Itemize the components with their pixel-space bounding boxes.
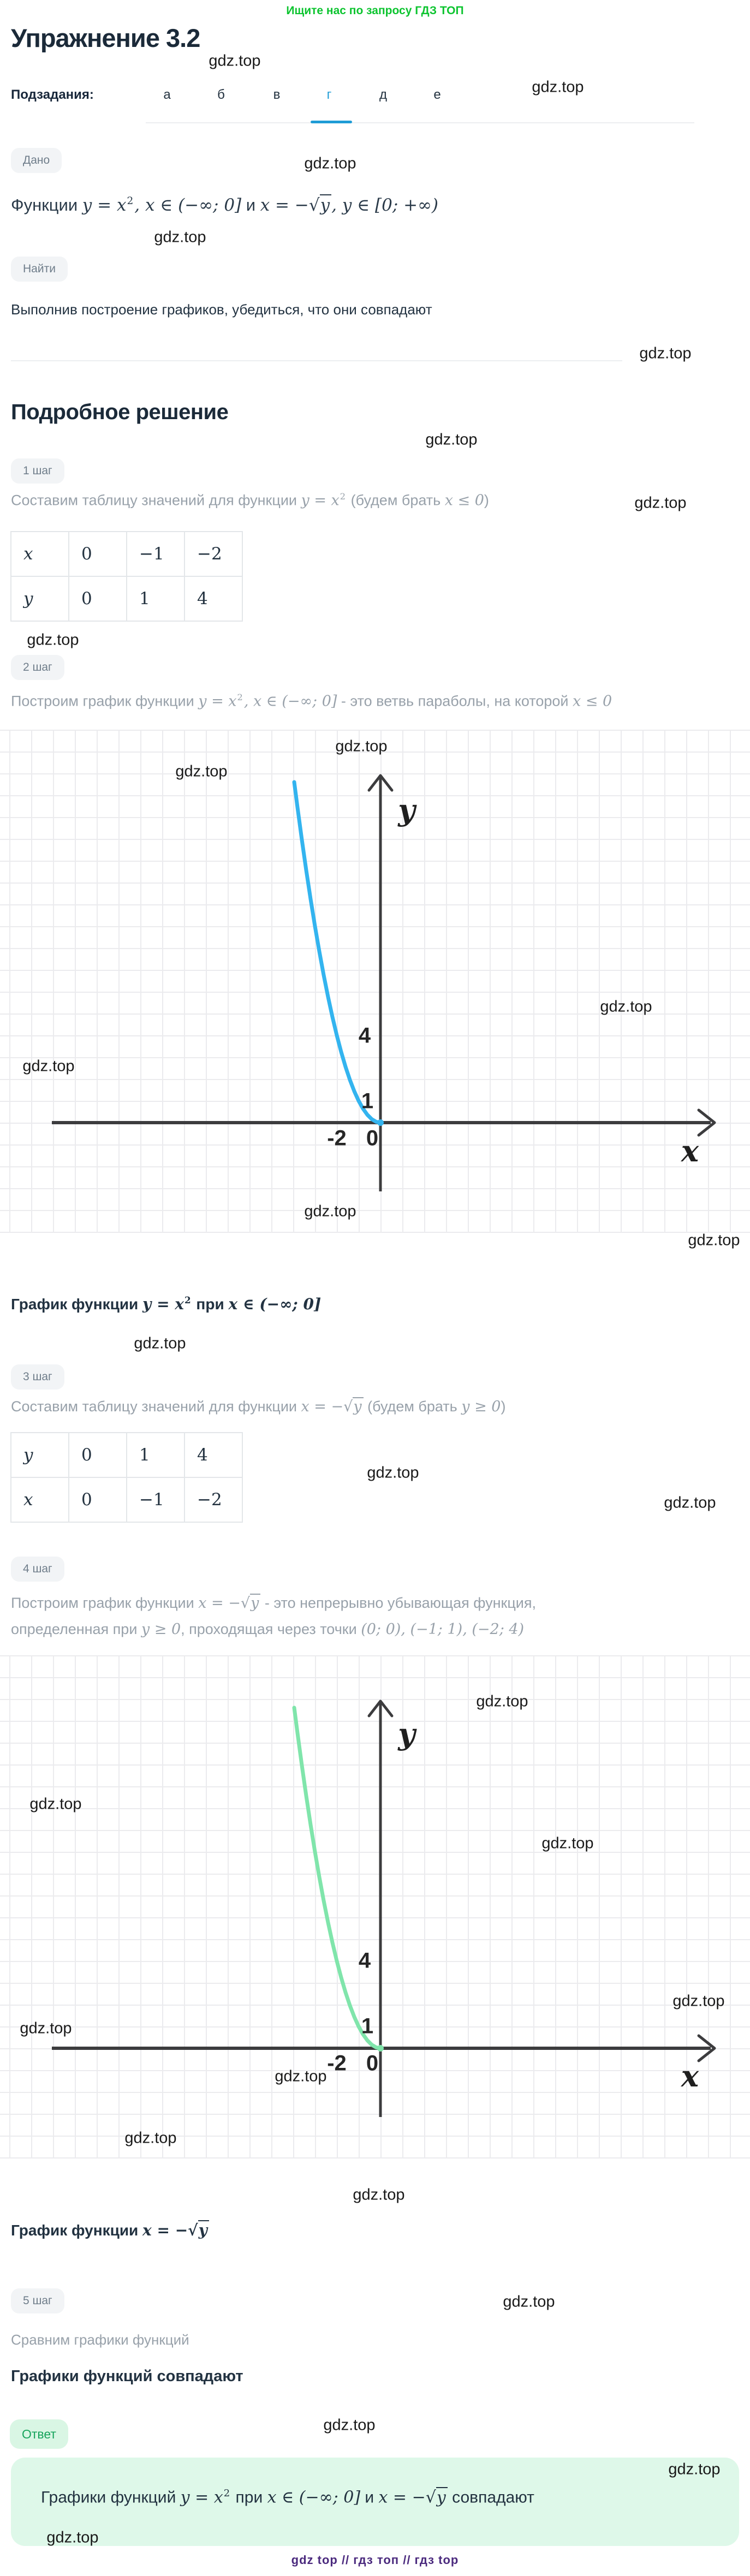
formula-part: (0; 0), (−1; 1), (−2; 4) [361,1621,525,1638]
formula-part: и [360,2488,379,2507]
values-table-1 [10,531,243,622]
subtasks-label: Подзадания: [11,87,94,102]
formula-part: x = −√ [198,1595,251,1612]
answer-badge: Ответ [10,2419,68,2449]
formula-part: , y ∈ [0; +∞) [331,195,439,216]
formula-part: Составим таблицу значений для функции [11,1398,301,1415]
tick-label-1: 1 [361,1089,374,1113]
tick-label-0: 0 [366,2051,379,2076]
formula-part: (будем брать [347,492,445,509]
formula-part: (будем брать [363,1398,462,1415]
watermark: gdz.top [688,1231,740,1249]
watermark: gdz.top [672,1992,725,2010]
active-tab-underline [311,121,352,123]
formula-part: определенная при [11,1621,141,1637]
formula-part: 2 [223,2488,230,2499]
watermark: gdz.top [175,762,228,780]
step5-badge: 5 шаг [11,2288,64,2313]
table-row [11,1433,242,1477]
values-table-2 [10,1432,243,1523]
table-cell: 4 [184,1433,242,1477]
given-formula [11,195,438,215]
tab-b[interactable]: б [217,87,225,102]
step3-text [11,1398,505,1415]
table-cell: −1 [127,532,184,576]
formula-part: Функции [11,195,82,215]
watermark: gdz.top [22,1057,75,1075]
table-cell: −1 [127,1477,184,1522]
formula-part: x ≤ 0 [573,693,612,710]
tick-label-4: 4 [358,1948,371,1973]
x-axis-label: x [681,2059,699,2094]
watermark: gdz.top [46,2529,99,2547]
formula-part: y = x [82,195,127,216]
formula-part: y [320,194,332,215]
watermark: gdz.top [209,52,261,70]
table-row [11,532,242,576]
formula-part: , проходящая через точки [181,1621,361,1637]
formula-part: совпадают [447,2488,534,2507]
watermark: gdz.top [275,2067,327,2085]
table-row [11,1477,242,1522]
sqrt-curve [294,1708,380,2048]
formula-part: 2 [237,692,243,702]
formula-part: 2 [340,491,346,502]
formula-part: ) [484,492,489,509]
watermark: gdz.top [367,1464,419,1482]
promo-banner: Ищите нас по запросу ГДЗ ТОП [286,4,464,17]
table-row [11,576,242,621]
tab-a[interactable]: а [163,87,171,102]
step5-result: Графики функций совпадают [11,2368,243,2385]
table-cell: 0 [69,1477,127,1522]
formula-part: при [192,1295,229,1313]
formula-part: x = −√ [260,195,320,216]
tab-d[interactable]: д [379,87,388,102]
parabola-curve [294,782,380,1123]
formula-part: x = −√ [142,2221,198,2239]
watermark: gdz.top [304,154,356,172]
tabs-divider [146,122,694,123]
origin-point [377,1119,384,1126]
graph2-caption [11,2221,209,2239]
find-badge: Найти [11,257,68,282]
watermark: gdz.top [29,1795,82,1813]
watermark: gdz.top [27,631,79,649]
formula-part: x = −√ [378,2488,436,2507]
table-cell: 1 [127,1433,184,1477]
formula-part: при [231,2488,267,2507]
page-title: Упражнение 3.2 [11,23,200,52]
formula-part: y [198,2220,209,2239]
table-cell: y [11,1433,69,1477]
formula-part: , x ∈ (−∞; 0] [134,195,242,216]
watermark: gdz.top [600,998,652,1016]
tick-label-0: 0 [366,1126,379,1150]
watermark: gdz.top [323,2416,376,2434]
formula-part: y [436,2487,448,2507]
formula-part: График функции [11,2222,143,2239]
step3-badge: 3 шаг [11,1364,64,1390]
watermark: gdz.top [353,2186,405,2204]
watermark: gdz.top [154,228,206,246]
formula-part: , x ∈ (−∞; 0] [243,693,337,710]
table-cell: 1 [127,576,184,621]
table-cell: −2 [184,532,242,576]
section-divider [11,360,622,361]
watermark: gdz.top [20,2019,72,2037]
tab-v[interactable]: в [273,87,281,102]
formula-part: y = x [198,693,237,710]
step2-badge: 2 шаг [11,655,64,680]
step1-text [11,491,489,509]
formula-part: Построим график функции [11,693,199,709]
graph1-caption [11,1295,321,1313]
watermark: gdz.top [634,494,687,512]
origin-point [377,2045,384,2052]
watermark: gdz.top [532,78,584,96]
step2-text [11,692,612,710]
formula-part: Построим график функции [11,1595,199,1611]
tick-label-4: 4 [358,1023,371,1048]
step4-text-line1 [11,1595,536,1612]
tab-g-active[interactable]: г [326,87,332,102]
formula-part: Составим таблицу значений для функции [11,492,301,509]
formula-part: График функции [11,1295,143,1313]
formula-part: x = −√ [301,1398,353,1415]
watermark: gdz.top [639,344,692,362]
watermark: gdz.top [541,1834,594,1852]
given-badge: Дано [11,148,62,173]
y-axis-label: y [398,792,415,827]
formula-part: и [241,195,260,215]
tab-e[interactable]: е [433,87,441,102]
footer-tags: gdz top // гдз топ // гдз top [291,2553,459,2567]
formula-part: 2 [184,1295,191,1305]
formula-part: Графики функций [41,2488,181,2507]
table-cell: 0 [69,576,127,621]
watermark: gdz.top [664,1494,716,1512]
table-cell: 0 [69,1433,127,1477]
table-cell: y [11,576,69,621]
answer-text [41,2488,534,2507]
formula-part: x ∈ (−∞; 0] [228,1295,322,1313]
step4-text-line2 [11,1621,524,1638]
formula-part: 2 [127,195,134,207]
watermark: gdz.top [425,431,478,449]
find-text: Выполнив построение графиков, убедиться, что они совпадают [11,301,432,318]
table-cell: x [11,1477,69,1522]
formula-part: y = x [142,1295,184,1313]
step4-badge: 4 шаг [11,1557,64,1582]
table-cell: 4 [184,576,242,621]
x-axis-label: x [681,1134,699,1168]
table-cell: 0 [69,532,127,576]
table-cell: −2 [184,1477,242,1522]
watermark: gdz.top [335,737,388,755]
step5-text: Сравним графики функций [11,2331,189,2348]
formula-part: y = x [180,2488,223,2507]
watermark: gdz.top [124,2129,177,2147]
step1-badge: 1 шаг [11,458,64,484]
watermark: gdz.top [476,1692,528,1710]
formula-part: - это ветвь параболы, на которой [337,693,573,709]
graph-parabola [0,730,750,1233]
formula-part: ) [501,1398,506,1415]
formula-part: x ≤ 0 [444,492,484,509]
table-cell: x [11,532,69,576]
graph-sqrt [0,1655,750,2158]
tick-label-minus2: -2 [327,2051,347,2076]
y-axis-label: y [398,1716,415,1751]
watermark: gdz.top [304,1202,356,1220]
formula-part: y ≥ 0 [141,1621,181,1638]
formula-part: - это непрерывно убывающая функция, [260,1595,537,1611]
solution-title: Подробное решение [11,400,229,424]
tick-label-minus2: -2 [327,1126,347,1150]
formula-part: y [353,1397,363,1415]
watermark: gdz.top [668,2460,721,2478]
watermark: gdz.top [503,2293,555,2311]
formula-part: x ∈ (−∞; 0] [267,2488,361,2507]
tick-label-1: 1 [361,2014,374,2038]
watermark: gdz.top [134,1334,186,1352]
formula-part: y [250,1594,260,1612]
formula-part: y = x [301,492,340,509]
formula-part: y ≥ 0 [461,1398,501,1415]
